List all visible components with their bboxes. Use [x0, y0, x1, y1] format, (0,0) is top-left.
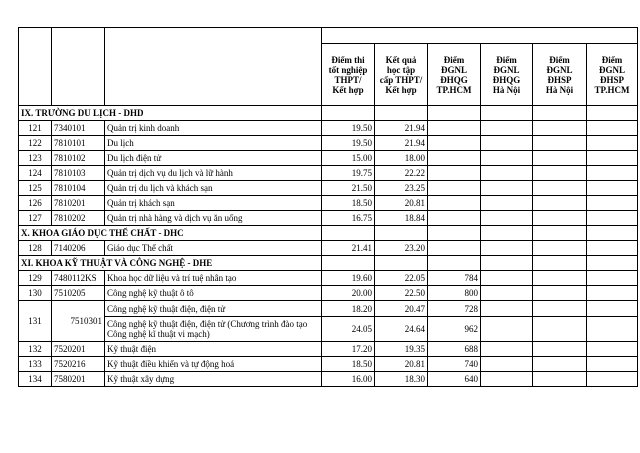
table-row: [19, 286, 638, 301]
cell-empty: [587, 151, 638, 166]
header-method-1: [322, 44, 375, 106]
cell-name: Kỹ thuật xây dựng: [105, 372, 322, 387]
header-method-line: ĐGNL: [493, 64, 520, 75]
cell-thpt: 15.00: [322, 151, 375, 166]
header-stt: [19, 28, 52, 106]
cell-dgnl-hcm: 962: [428, 317, 481, 342]
cell-empty: [587, 211, 638, 226]
cell-empty: [481, 271, 533, 286]
cell-empty: [533, 166, 587, 181]
cell-hocba: 20.81: [375, 196, 428, 211]
table-row: [19, 181, 638, 196]
cell-empty: [481, 286, 533, 301]
cell-hocba: 21.94: [375, 136, 428, 151]
cell-empty: [533, 106, 587, 121]
header-ten-nganh: [105, 28, 322, 106]
cell-dgnl-hcm: 740: [428, 357, 481, 372]
cell-hocba: 24.64: [375, 317, 428, 342]
header-method-line: TP.HCM: [436, 84, 472, 95]
cell-empty: [481, 121, 533, 136]
cell-empty: [587, 121, 638, 136]
cell-dgnl-hcm: [428, 166, 481, 181]
table-row: [19, 136, 638, 151]
cell-code: 7580201: [52, 372, 105, 387]
cell-empty: [428, 226, 481, 241]
header-method-line: ĐHQG: [492, 74, 521, 85]
cell-empty: [587, 271, 638, 286]
table-row: [19, 166, 638, 181]
cell-empty: [533, 256, 587, 271]
header-method-line: tốt nghiệp: [328, 64, 368, 75]
cell-dgnl-hcm: [428, 181, 481, 196]
cell-empty: [533, 136, 587, 151]
cell-empty: [533, 286, 587, 301]
section-row: [19, 256, 638, 271]
cell-empty: [481, 136, 533, 151]
cell-stt: 127: [19, 211, 52, 226]
cell-hocba: 18.00: [375, 151, 428, 166]
header-method-line: THPT/: [334, 74, 362, 85]
cell-name: Du lịch điện tử: [105, 151, 322, 166]
cell-empty: [587, 196, 638, 211]
cell-name: Quản trị kinh doanh: [105, 121, 322, 136]
cell-empty: [533, 271, 587, 286]
cell-empty: [587, 317, 638, 342]
cell-empty: [587, 342, 638, 357]
cell-thpt: 24.05: [322, 317, 375, 342]
section-title: X. KHOA GIÁO DỤC THỂ CHẤT - DHC: [19, 226, 322, 241]
cell-thpt: 19.50: [322, 136, 375, 151]
cell-empty: [533, 317, 587, 342]
table-row: [19, 301, 638, 317]
cell-empty: [481, 226, 533, 241]
cell-hocba: 18.84: [375, 211, 428, 226]
header-method-line: ĐHSP: [547, 74, 572, 85]
cell-name: Kỹ thuật điều khiển và tự động hoá: [105, 357, 322, 372]
header-method-2: [375, 44, 428, 106]
table-row: [19, 121, 638, 136]
cell-empty: [322, 106, 375, 121]
cell-empty: [481, 151, 533, 166]
header-method-line: ĐHQG: [440, 74, 468, 85]
cell-name: Công nghệ kỹ thuật điện, điện tử: [105, 301, 322, 317]
header-method-line: Hà Nội: [545, 84, 574, 95]
cell-thpt: 16.75: [322, 211, 375, 226]
cell-stt: 126: [19, 196, 52, 211]
table-row: [19, 211, 638, 226]
cell-empty: [481, 181, 533, 196]
cell-empty: [587, 301, 638, 317]
cell-name: Khoa học dữ liệu và trí tuệ nhân tạo: [105, 271, 322, 286]
cell-hocba: 19.35: [375, 342, 428, 357]
cell-name: Quản trị dịch vụ du lịch và lữ hành: [105, 166, 322, 181]
cell-dgnl-hcm: 688: [428, 342, 481, 357]
header-method-line: ĐGNL: [546, 64, 573, 75]
cell-name: Quản trị khách sạn: [105, 196, 322, 211]
cell-thpt: 19.60: [322, 271, 375, 286]
cell-empty: [587, 106, 638, 121]
header-method-5: [533, 44, 587, 106]
cell-empty: [375, 226, 428, 241]
header-method-6: [587, 44, 638, 106]
table-row: [19, 151, 638, 166]
cell-code: 7810201: [52, 196, 105, 211]
cell-code: 7810102: [52, 151, 105, 166]
cell-dgnl-hcm: 728: [428, 301, 481, 317]
cell-code: 7480112KS: [52, 271, 105, 286]
section-title: XI. KHOA KỸ THUẬT VÀ CÔNG NGHỆ - DHE: [19, 256, 322, 271]
cell-stt: 121: [19, 121, 52, 136]
cell-dgnl-hcm: [428, 196, 481, 211]
cell-stt: 133: [19, 357, 52, 372]
cell-thpt: 19.75: [322, 166, 375, 181]
cell-empty: [322, 226, 375, 241]
cell-hocba: 21.94: [375, 121, 428, 136]
cell-empty: [587, 136, 638, 151]
cell-dgnl-hcm: [428, 136, 481, 151]
cell-empty: [481, 106, 533, 121]
header-ma-nganh: [52, 28, 105, 106]
cell-dgnl-hcm: 800: [428, 286, 481, 301]
table-row: [19, 342, 638, 357]
cell-empty: [533, 196, 587, 211]
cell-empty: [533, 211, 587, 226]
header-method-line: Điểm: [549, 54, 570, 65]
cell-hocba: 22.22: [375, 166, 428, 181]
header-method-line: Điểm: [443, 54, 465, 65]
cell-empty: [587, 357, 638, 372]
header-method-line: Điểm: [601, 54, 623, 65]
cell-name: Quản trị nhà hàng và dịch vụ ăn uống: [105, 211, 322, 226]
cell-hocba: 22.05: [375, 271, 428, 286]
cell-name: Du lịch: [105, 136, 322, 151]
cell-hocba: 18.30: [375, 372, 428, 387]
cell-stt: 130: [19, 286, 52, 301]
cell-code: 7340101: [52, 121, 105, 136]
cell-code: 7810104: [52, 181, 105, 196]
cell-stt: 124: [19, 166, 52, 181]
cell-stt: 131: [19, 301, 52, 342]
cell-code: 7810202: [52, 211, 105, 226]
cell-empty: [533, 151, 587, 166]
cell-code: 7510301: [52, 301, 105, 342]
cell-dgnl-hcm: 784: [428, 271, 481, 286]
cell-code: 7810103: [52, 166, 105, 181]
cell-dgnl-hcm: [428, 151, 481, 166]
cell-empty: [481, 166, 533, 181]
cell-thpt: 18.20: [322, 301, 375, 317]
cell-name: Công nghệ kỹ thuật ô tô: [105, 286, 322, 301]
header-method-line: ĐHSP: [599, 74, 624, 85]
cell-empty: [375, 256, 428, 271]
table-row: [19, 357, 638, 372]
cell-empty: [587, 256, 638, 271]
header-method-group: [322, 28, 638, 44]
cell-empty: [533, 372, 587, 387]
cell-thpt: 18.50: [322, 196, 375, 211]
cell-empty: [481, 342, 533, 357]
cell-name: Giáo dục Thể chất: [105, 241, 322, 256]
cell-code: 7140206: [52, 241, 105, 256]
cell-stt: 128: [19, 241, 52, 256]
cell-code: 7520201: [52, 342, 105, 357]
header-method-line: ĐGNL: [440, 64, 467, 75]
cell-hocba: 20.81: [375, 357, 428, 372]
header-method-4: [481, 44, 533, 106]
cell-empty: [533, 301, 587, 317]
header-method-line: TP.HCM: [594, 84, 630, 95]
cell-empty: [481, 256, 533, 271]
cell-stt: 132: [19, 342, 52, 357]
header-method-line: Kết hợp: [385, 84, 417, 95]
header-method-line: Điểm thi: [331, 54, 365, 65]
cell-empty: [481, 196, 533, 211]
cell-stt: 134: [19, 372, 52, 387]
cell-thpt: 16.00: [322, 372, 375, 387]
cell-stt: 129: [19, 271, 52, 286]
cell-thpt: 17.20: [322, 342, 375, 357]
cell-empty: [481, 211, 533, 226]
cell-empty: [587, 166, 638, 181]
cell-empty: [587, 226, 638, 241]
cell-empty: [587, 286, 638, 301]
cell-empty: [533, 241, 587, 256]
table-row: [19, 372, 638, 387]
cell-empty: [481, 241, 533, 256]
cell-empty: [587, 241, 638, 256]
cell-code: 7810101: [52, 136, 105, 151]
cell-empty: [481, 357, 533, 372]
cell-empty: [375, 106, 428, 121]
cell-name: Kỹ thuật điện: [105, 342, 322, 357]
header-method-line: ĐGNL: [598, 64, 625, 75]
cell-dgnl-hcm: [428, 241, 481, 256]
header-method-line: Kết hợp: [332, 84, 364, 95]
cell-dgnl-hcm: [428, 121, 481, 136]
header-method-line: Điểm: [496, 54, 517, 65]
cell-empty: [533, 121, 587, 136]
header-method-line: cấp THPT/: [379, 74, 423, 85]
table-row: [19, 317, 638, 342]
admission-score-table: [18, 27, 638, 387]
cell-empty: [481, 372, 533, 387]
section-row: [19, 226, 638, 241]
header-method-3: [428, 44, 481, 106]
cell-dgnl-hcm: 640: [428, 372, 481, 387]
cell-empty: [533, 342, 587, 357]
table-row: [19, 196, 638, 211]
cell-dgnl-hcm: [428, 211, 481, 226]
cell-name: Công nghệ kỹ thuật điện, điện tử (Chương trình đào tạo Công nghệ kĩ thuật vi mạch): [105, 317, 322, 342]
table-row: [19, 271, 638, 286]
table-row: [19, 241, 638, 256]
cell-thpt: 19.50: [322, 121, 375, 136]
cell-code: 7510205: [52, 286, 105, 301]
cell-empty: [428, 256, 481, 271]
header-method-line: học tập: [386, 64, 416, 75]
cell-empty: [587, 181, 638, 196]
cell-thpt: 21.41: [322, 241, 375, 256]
section-title: IX. TRƯỜNG DU LỊCH - DHD: [19, 106, 322, 121]
cell-empty: [481, 317, 533, 342]
cell-empty: [428, 106, 481, 121]
cell-thpt: 18.50: [322, 357, 375, 372]
cell-empty: [587, 372, 638, 387]
cell-hocba: 20.47: [375, 301, 428, 317]
cell-empty: [533, 181, 587, 196]
cell-stt: 123: [19, 151, 52, 166]
cell-empty: [533, 226, 587, 241]
cell-thpt: 20.00: [322, 286, 375, 301]
cell-empty: [481, 301, 533, 317]
header-method-line: Kết quả: [385, 54, 417, 65]
cell-name: Quản trị du lịch và khách sạn: [105, 181, 322, 196]
cell-stt: 122: [19, 136, 52, 151]
cell-hocba: 22.50: [375, 286, 428, 301]
header-method-line: Hà Nội: [492, 84, 521, 95]
cell-stt: 125: [19, 181, 52, 196]
cell-hocba: 23.25: [375, 181, 428, 196]
cell-code: 7520216: [52, 357, 105, 372]
cell-thpt: 21.50: [322, 181, 375, 196]
cell-hocba: 23.20: [375, 241, 428, 256]
section-row: [19, 106, 638, 121]
cell-empty: [322, 256, 375, 271]
cell-empty: [533, 357, 587, 372]
